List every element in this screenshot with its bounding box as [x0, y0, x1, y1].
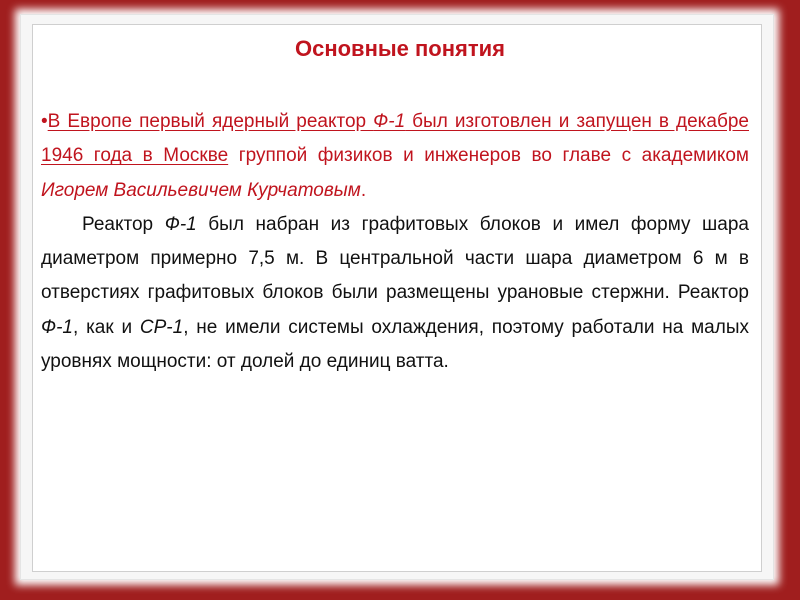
scientist-name: Игорем Васильевичем Курчатовым	[41, 179, 361, 201]
reactor-name-f1-3: Ф-1	[41, 316, 73, 338]
bullet-marker: •	[41, 111, 48, 132]
reactor-name-f1: Ф-1	[373, 111, 406, 132]
bullet-paragraph	[41, 105, 749, 208]
paragraph-text-1: Реактор	[82, 213, 165, 235]
bullet-text-1: В Европе первый ядерный реактор	[47, 111, 374, 132]
body-paragraph	[41, 208, 749, 379]
bullet-text-4: .	[360, 179, 367, 201]
reactor-name-cp1: СР-1	[139, 316, 184, 338]
paragraph-text-4: , не имели системы охлаждения, поэтому работали на малых уровнях мощности: от долей до единиц ватта.	[41, 316, 749, 373]
paragraph-text-3: , как и	[73, 316, 140, 338]
bullet-text-2: был изготовлен и запущен в декабре 1946 года в Москве	[41, 111, 749, 167]
reactor-name-f1-2: Ф-1	[164, 213, 197, 235]
slide-body	[41, 105, 749, 379]
bullet-text-3: группой физиков и инженеров во главе с академиком	[228, 145, 749, 167]
paragraph-text-2: был набран из графитовых блоков и имел форму шара диаметром примерно 7,5 м. В центральной части шара диаметром 6 м в отверстиях графитовых блоков были размещены урановые стержни. Реактор	[41, 213, 749, 304]
slide-title: Основные понятия	[294, 36, 505, 61]
